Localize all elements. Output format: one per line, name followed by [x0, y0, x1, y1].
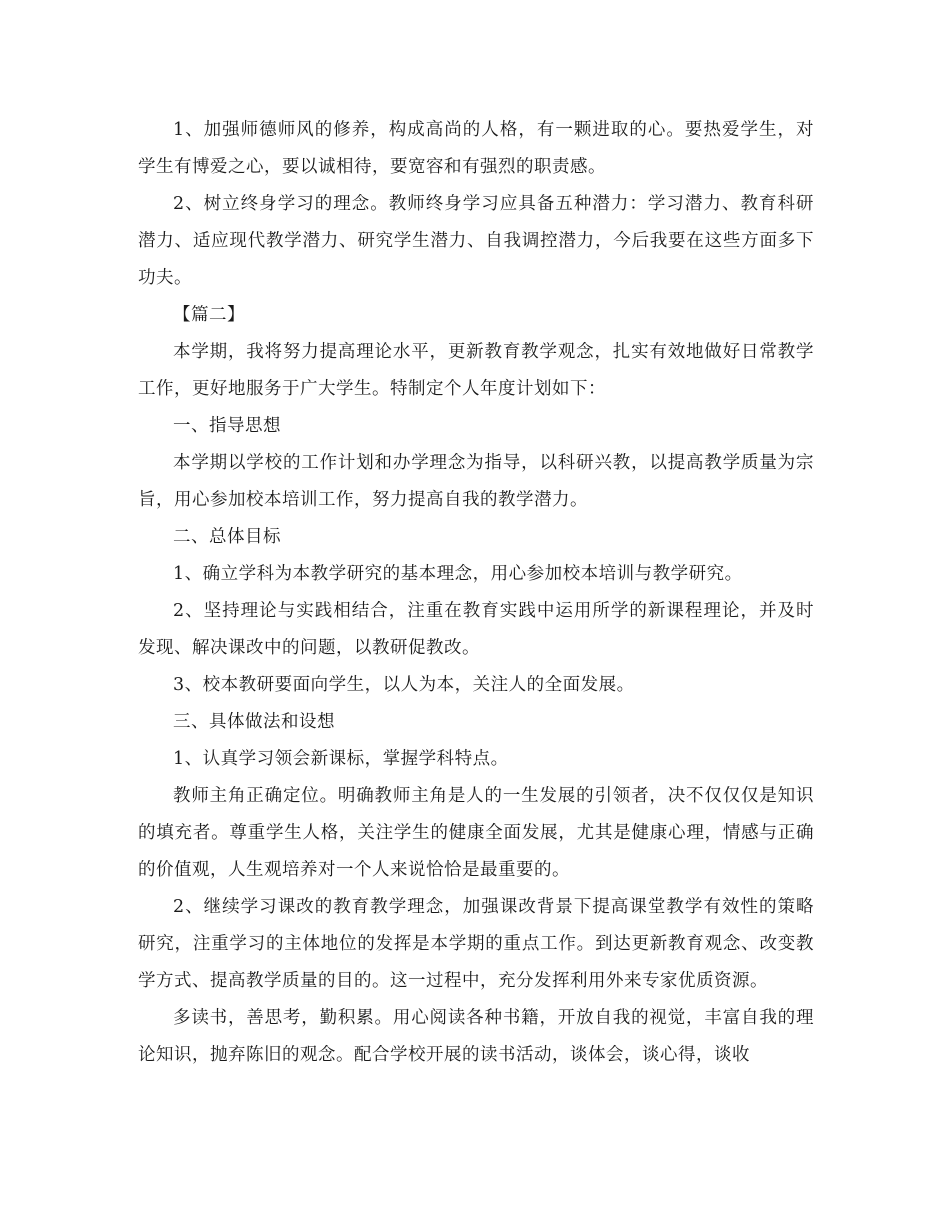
paragraph-method-2: 2、继续学习课改的教育教学理念，加强课改背景下提高课堂教学有效性的策略研究，注重学习的主体地位的发挥是本学期的重点工作。到达更新教育观念、改变教学方式、提高教学质量的目的。这一过程中，充分发挥利用外来专家优质资源。 [138, 897, 814, 991]
paragraph-intro: 本学期，我将努力提高理论水平，更新教育教学观念，扎实有效地做好日常教学工作，更好地服务于广大学生。特制定个人年度计划如下： [138, 342, 814, 399]
heading-methods: 三、具体做法和设想 [173, 712, 335, 732]
paragraph-teacher-role: 教师主角正确定位。明确教师主角是人的一生发展的引领者，决不仅仅仅是知识的填充者。尊重学生人格，关注学生的健康全面发展，尤其是健康心理，情感与正确的价值观，人生观培养对一个人来说恰恰是最重要的。 [138, 786, 814, 880]
document-body [138, 112, 814, 1074]
paragraph-goal-1: 1、确立学科为本教学研究的基本理念，用心参加校本培训与教学研究。 [173, 564, 743, 584]
paragraph-method-1: 1、认真学习领会新课标，掌握学科特点。 [173, 749, 509, 769]
paragraph-guiding-idea: 本学期以学校的工作计划和办学理念为指导，以科研兴教，以提高教学质量为宗旨，用心参加校本培训工作，努力提高自我的教学潜力。 [138, 453, 814, 510]
heading-guiding-idea: 一、指导思想 [173, 416, 281, 436]
paragraph-reading: 多读书，善思考，勤积累。用心阅读各种书籍，开放自我的视觉，丰富自我的理论知识，抛弃陈旧的观念。配合学校开展的读书活动，谈体会，谈心得，谈收 [138, 1008, 814, 1065]
paragraph-goal-2: 2、坚持理论与实践相结合，注重在教育实践中运用所学的新课程理论，并及时发现、解决课改中的问题，以教研促教改。 [138, 601, 814, 658]
heading-overall-goals: 二、总体目标 [173, 527, 281, 547]
paragraph-lifelong-learning: 2、树立终身学习的理念。教师终身学习应具备五种潜力：学习潜力、教育科研潜力、适应现代教学潜力、研究学生潜力、自我调控潜力，今后我要在这些方面多下功夫。 [138, 194, 814, 288]
section-heading-part-two: 【篇二】 [173, 305, 245, 325]
paragraph-goal-3: 3、校本教研要面向学生，以人为本，关注人的全面发展。 [173, 675, 635, 695]
paragraph-morality: 1、加强师德师风的修养，构成高尚的人格，有一颗进取的心。要热爱学生，对学生有博爱之心，要以诚相待，要宽容和有强烈的职责感。 [138, 120, 814, 177]
